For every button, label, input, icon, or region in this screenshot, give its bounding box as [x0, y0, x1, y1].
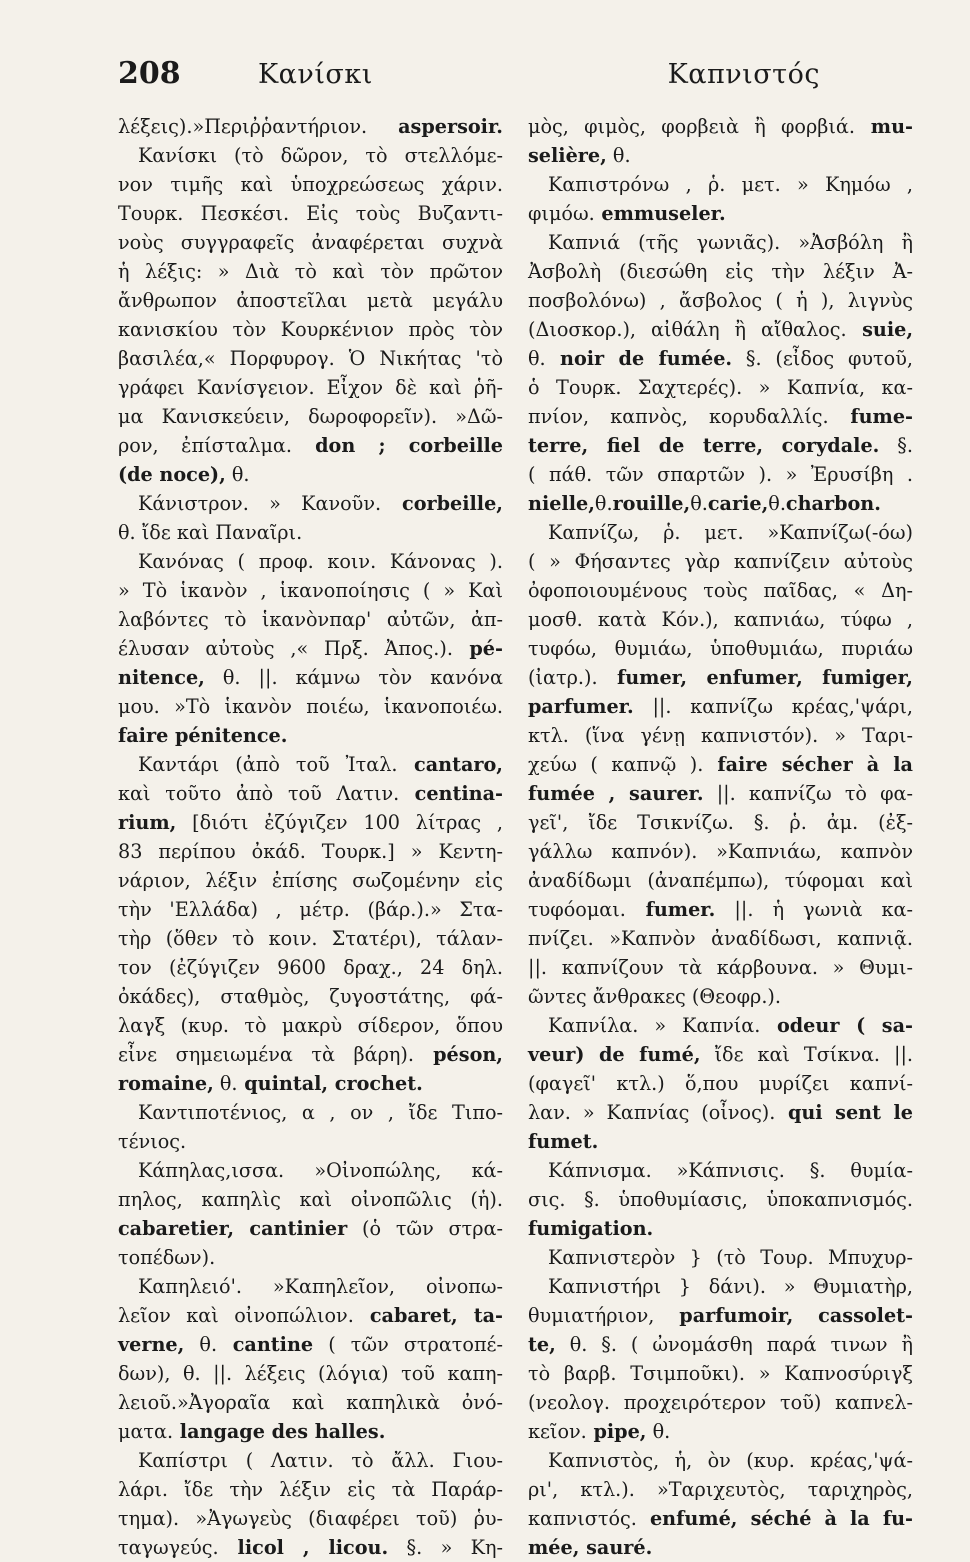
dictionary-line: [528, 895, 913, 924]
french-gloss: parfumoir, cassolet-: [654, 1304, 913, 1327]
greek-text: θ.: [528, 347, 546, 370]
dictionary-line: [528, 982, 913, 1011]
greek-text: ὀκάδες), σταθμὸς, ζυγοστάτης, φά-: [118, 985, 503, 1008]
dictionary-line: [528, 808, 913, 837]
greek-text: έλυσαν αὐτοὺς ,« Πρξ. Ἀπος.).: [118, 637, 453, 660]
dictionary-line: [528, 547, 913, 576]
dictionary-line: [118, 576, 503, 605]
french-gloss: emmuseler.: [594, 202, 726, 225]
greek-text: λαγξ (κυρ. τὸ μακρὺ σίδερον, ὅπου: [118, 1014, 503, 1037]
dictionary-line: [528, 1301, 913, 1330]
dictionary-line: [118, 547, 503, 576]
greek-text: ὁ Τουρκ. Σαχτερές). » Καπνία, κα-: [528, 376, 913, 399]
dictionary-line: [528, 141, 913, 170]
dictionary-line: [118, 1359, 503, 1388]
dictionary-line: [528, 779, 913, 808]
french-gloss: charbon.: [785, 492, 881, 515]
french-gloss: romaine,: [118, 1072, 214, 1095]
greek-text: κανισκίου τὸν Κουρκένιον πρὸς τὸν: [118, 318, 503, 341]
greek-text: Καντιποτένιος, α , ον , ἴδε Τιπο-: [138, 1101, 503, 1124]
french-gloss: veur) de fumé,: [528, 1043, 701, 1066]
dictionary-line: [118, 489, 503, 518]
dictionary-line: [118, 605, 503, 634]
greek-text: γάλλω καπνόν). »Καπνιάω, καπνὸν: [528, 840, 913, 863]
dictionary-line: [528, 837, 913, 866]
dictionary-line: [118, 1446, 503, 1475]
french-gloss: don ; corbeille: [291, 434, 503, 457]
greek-text: τυφόομαι.: [528, 898, 626, 921]
dictionary-line: [528, 1040, 913, 1069]
greek-text: Καπιστρόνω , ῥ. μετ. » Κημόω ,: [548, 173, 913, 196]
greek-text: μα Κανισκεύειν, δωροφορεῖν). »Δῶ-: [118, 405, 503, 428]
dictionary-line: [118, 1243, 503, 1272]
greek-text: Καπνιστερὸν } (τὸ Τουρ. Μπυχυρ-: [548, 1246, 913, 1269]
dictionary-line: [528, 1533, 913, 1562]
greek-text: ἴδε καὶ Τσίκνα. ||.: [700, 1043, 914, 1066]
right-column: [528, 112, 914, 1559]
greek-text: [διότι ἐζύγιζεν 100 λίτρας ,: [176, 811, 503, 834]
french-gloss: odeur ( sa-: [760, 1014, 913, 1037]
french-gloss: rouille,: [612, 492, 691, 515]
dictionary-line: [528, 257, 913, 286]
greek-text: Καπηλειό'. »Καπηλεῖον, οἰνοπω-: [138, 1275, 503, 1298]
dictionary-line: [528, 1185, 913, 1214]
dictionary-line: [118, 663, 503, 692]
dictionary-line: [118, 924, 503, 953]
greek-text: νοὺς συγγραφεῖς ἀναφέρεται συχνὰ: [118, 231, 503, 254]
french-gloss: pé-: [452, 637, 503, 660]
french-gloss: faire sécher à la: [703, 753, 913, 776]
dictionary-line: [528, 1330, 913, 1359]
dictionary-line: [528, 750, 913, 779]
greek-text: λειοῦ.»Ἀγοραῖα καὶ καπηλικὰ ὀνό-: [118, 1391, 503, 1414]
dictionary-line: [118, 1388, 503, 1417]
greek-text: ἀναδίδωμι (ἀναπέμπω), τύφομαι καὶ: [528, 869, 913, 892]
greek-text: ἡ λέξις: » Διὰ τὸ καὶ τὸν πρῶτον: [118, 260, 503, 283]
greek-text: θ.: [594, 492, 613, 515]
greek-text: δων), θ. ||. λέξεις (λόγια) τοῦ καπη-: [118, 1362, 503, 1385]
dictionary-line: [528, 663, 913, 692]
greek-text: τημα). »Ἀγωγεὺς (διαφέρει τοῦ) ῥυ-: [118, 1507, 503, 1530]
greek-text: ρον, ἐπίσταλμα.: [118, 434, 292, 457]
dictionary-line: [118, 1040, 503, 1069]
greek-text: (ἰατρ.).: [528, 666, 598, 689]
greek-text: (ὁ τῶν στρα-: [347, 1217, 503, 1240]
dictionary-line: [118, 779, 503, 808]
dictionary-line: [528, 1214, 913, 1243]
greek-text: μου. »Τὸ ἱκανὸν ποιέω, ἱκανοποιέω.: [118, 695, 503, 718]
greek-text: Καπνιά (τῆς γωνιᾶς). »Ἀσβόλη ἢ: [548, 231, 913, 254]
dictionary-line: [528, 924, 913, 953]
greek-text: ( πάθ. τῶν σπαρτῶν ). » Ἐρυσίβη .: [528, 463, 913, 486]
dictionary-line: [118, 1330, 503, 1359]
greek-text: κεῖον.: [528, 1420, 587, 1443]
dictionary-line: [118, 373, 503, 402]
dictionary-line: [118, 721, 503, 750]
dictionary-line: [528, 315, 913, 344]
greek-text: λαβόντες τὸ ἱκανὸνπαρ' αὐτῶν, ἀπ-: [118, 608, 503, 631]
dictionary-line: [118, 518, 503, 547]
french-gloss: (de noce),: [118, 463, 226, 486]
greek-text: λέξεις).»Περιῤῥαντήριον.: [118, 115, 368, 138]
dictionary-line: [528, 605, 913, 634]
greek-text: ποσβολόνω) , ἄσβολος ( ἡ ), λιγνὺς: [528, 289, 913, 312]
french-gloss: verne,: [118, 1333, 185, 1356]
dictionary-line: [528, 199, 913, 228]
left-column: [118, 112, 503, 1559]
greek-text: Καντάρι (ἀπὸ τοῦ Ἰταλ.: [138, 753, 398, 776]
greek-text: καπνιστός.: [528, 1507, 637, 1530]
dictionary-line: [118, 750, 503, 779]
greek-text: θ.: [606, 144, 631, 167]
dictionary-line: [118, 1011, 503, 1040]
greek-text: §. (εἶδος φυτοῦ,: [732, 347, 913, 370]
dictionary-line: [118, 141, 503, 170]
dictionary-line: [528, 721, 913, 750]
dictionary-line: [118, 692, 503, 721]
dictionary-line: [528, 518, 913, 547]
dictionary-line: [528, 112, 913, 141]
greek-text: τον (ἐζύγιζεν 9600 δραχ., 24 δηλ.: [118, 956, 503, 979]
greek-text: γράφει Κανίσγειον. Εἶχον δὲ καὶ ῥῆ-: [118, 376, 503, 399]
greek-text: (Διοσκορ.), αἰθάλη ἢ αἴθαλος.: [528, 318, 847, 341]
dictionary-line: [118, 866, 503, 895]
french-gloss: noir de fumée.: [545, 347, 733, 370]
french-gloss: mu-: [854, 115, 913, 138]
greek-text: ταγωγεύς.: [118, 1536, 219, 1559]
dictionary-line: [118, 199, 503, 228]
greek-text: Κανόνας ( προφ. κοιν. Κάνονας ).: [138, 550, 503, 573]
french-gloss: péson,: [413, 1043, 503, 1066]
dictionary-line: [118, 344, 503, 373]
dictionary-line: [118, 460, 503, 489]
french-gloss: fumet.: [528, 1130, 599, 1153]
greek-text: νον τιμῆς καὶ ὑποχρεώσεως χάριν.: [118, 173, 503, 196]
french-gloss: pipe,: [586, 1420, 647, 1443]
greek-text: ὀφοποιουμένους τοὺς παῖδας, « Δη-: [528, 579, 913, 602]
left-running-head: Κανίσκι: [258, 59, 373, 90]
french-gloss: fumer.: [625, 898, 716, 921]
greek-text: μὸς, φιμὸς, φορβειὰ ἢ φορβιά.: [528, 115, 855, 138]
dictionary-line: [118, 402, 503, 431]
dictionary-line: [528, 402, 913, 431]
greek-text: πνίον, καπνὸς, κορυδαλλίς.: [528, 405, 829, 428]
dictionary-line: [528, 1127, 913, 1156]
dictionary-line: [528, 1069, 913, 1098]
greek-text: Καπνίλα. » Καπνία.: [548, 1014, 761, 1037]
french-gloss: fumer, enfumer, fumiger,: [597, 666, 913, 689]
french-gloss: mée, sauré.: [528, 1536, 653, 1559]
dictionary-line: [528, 576, 913, 605]
french-gloss: parfumer.: [528, 695, 634, 718]
greek-text: εἶνε σημειωμένα τὰ βάρη).: [118, 1043, 414, 1066]
french-gloss: qui sent le: [775, 1101, 913, 1124]
french-gloss: quintal, crochet.: [237, 1072, 423, 1095]
greek-text: τὴν 'Ελλάδα) , μέτρ. (βάρ.).» Στα-: [118, 898, 503, 921]
greek-text: ||. ἡ γωνιὰ κα-: [715, 898, 913, 921]
french-gloss: fumigation.: [528, 1217, 654, 1240]
greek-text: Καπνιστήρι } δάνι). » Θυμιατὴρ,: [548, 1275, 913, 1298]
french-gloss: terre, fiel de terre, corydale.: [528, 434, 880, 457]
french-gloss: fumée , saurer.: [528, 782, 704, 805]
french-gloss: te,: [528, 1333, 556, 1356]
greek-text: ||. καπνίζω τὸ φα-: [703, 782, 913, 805]
greek-text: τένιος.: [118, 1130, 187, 1153]
greek-text: θ.: [646, 1420, 671, 1443]
dictionary-line: [118, 1069, 503, 1098]
greek-text: κτλ. (ἵνα γένῃ καπνιστόν). » Ταρι-: [528, 724, 913, 747]
dictionary-line: [118, 1127, 503, 1156]
greek-text: πηλος, καπηλὶς καὶ οἰνοπῶλις (ἡ).: [118, 1188, 503, 1211]
dictionary-line: [528, 953, 913, 982]
dictionary-line: [118, 1417, 503, 1446]
french-gloss: carie,: [707, 492, 769, 515]
dictionary-line: [118, 1156, 503, 1185]
greek-text: ρι', κτλ.). »Ταριχευτὸς, ταριχηρὸς,: [528, 1478, 913, 1501]
greek-text: ματα.: [118, 1420, 174, 1443]
dictionary-line: [118, 1214, 503, 1243]
dictionary-line: [118, 315, 503, 344]
greek-text: Τουρκ. Πεσκέσι. Εἰς τοὺς Βυζαντι-: [118, 202, 503, 225]
greek-text: βασιλέα,« Πορφυρογ. Ὁ Νικήτας 'τὸ: [118, 347, 503, 370]
greek-text: λάρι. ἴδε τὴν λέξιν εἰς τὰ Παράρ-: [118, 1478, 503, 1501]
greek-text: χεύω ( καπνῷ ).: [528, 753, 704, 776]
dictionary-line: [528, 1504, 913, 1533]
greek-text: πνίζει. »Καπνὸν ἀναδίδωσι, καπνιᾷ.: [528, 927, 913, 950]
dictionary-line: [528, 1388, 913, 1417]
greek-text: τοπέδων).: [118, 1246, 216, 1269]
dictionary-line: [118, 953, 503, 982]
greek-text: ( τῶν στρατοπέ-: [313, 1333, 503, 1356]
dictionary-line: [118, 257, 503, 286]
french-gloss: cabaret, ta-: [353, 1304, 503, 1327]
dictionary-line: [118, 1185, 503, 1214]
greek-text: Κάνιστρον. » Κανοῦν.: [138, 492, 382, 515]
french-gloss: enfumé, séché à la fu-: [636, 1507, 913, 1530]
dictionary-line: [118, 1272, 503, 1301]
greek-text: λαν. » Καπνίας (οἶνος).: [528, 1101, 776, 1124]
dictionary-line: [528, 460, 913, 489]
greek-text: λεῖον καὶ οἰνοπώλιον.: [118, 1304, 354, 1327]
greek-text: 83 περίπου ὀκάδ. Τουρκ.] » Κεντη-: [118, 840, 503, 863]
dictionary-line: [118, 1301, 503, 1330]
greek-text: γεῖ', ἴδε Τσικνίζω. §. ῥ. ἀμ. (ἐξ-: [528, 811, 913, 834]
french-gloss: nielle,: [528, 492, 595, 515]
dictionary-line: [528, 373, 913, 402]
greek-text: Καπίστρι ( Λατιν. τὸ ἄλλ. Γιου-: [138, 1449, 503, 1472]
greek-text: §. » Κη-: [388, 1536, 503, 1559]
french-gloss: selière,: [528, 144, 607, 167]
greek-text: ἄνθρωπον ἀποστεῖλαι μετὰ μεγάλυ: [118, 289, 503, 312]
greek-text: Κάπηλας,ισσα. »Οἰνοπώλης, κά-: [138, 1159, 503, 1182]
greek-text: φιμόω.: [528, 202, 595, 225]
french-gloss: cantine: [217, 1333, 314, 1356]
dictionary-line: [118, 1504, 503, 1533]
dictionary-line: [528, 866, 913, 895]
french-gloss: faire pénitence.: [118, 724, 288, 747]
dictionary-line: [528, 1359, 913, 1388]
dictionary-line: [118, 286, 503, 315]
right-running-head: Καπνιστός: [667, 59, 820, 90]
dictionary-line: [528, 228, 913, 257]
dictionary-line: [528, 431, 913, 460]
greek-text: θυμιατήριον,: [528, 1304, 655, 1327]
dictionary-line: [118, 431, 503, 460]
page-header: [118, 56, 820, 102]
greek-text: θ.: [225, 463, 250, 486]
french-gloss: fume-: [828, 405, 914, 428]
greek-text: Κάπνισμα. »Κάπνισις. §. θυμία-: [548, 1159, 913, 1182]
dictionary-line: [118, 634, 503, 663]
dictionary-line: [528, 344, 913, 373]
dictionary-line: [528, 489, 913, 518]
french-gloss: cantaro,: [397, 753, 503, 776]
greek-text: Ἀσβολὴ (διεσώθη εἰς τὴν λέξιν Ἀ-: [528, 260, 913, 283]
french-gloss: nitence,: [118, 666, 205, 689]
dictionary-line: [118, 895, 503, 924]
dictionary-line: [528, 1272, 913, 1301]
greek-text: §.: [879, 434, 913, 457]
page-number: 208: [118, 56, 181, 91]
greek-text: (νεολογ. προχειρότερον τοῦ) καπνελ-: [528, 1391, 913, 1414]
dictionary-line: [528, 1446, 913, 1475]
greek-text: Κανίσκι (τὸ δῶρον, τὸ στελλόμε-: [138, 144, 503, 167]
greek-text: τὸ βαρβ. Τσιμποῦκι). » Καπνοσύριγξ: [528, 1362, 913, 1385]
greek-text: θ. ἴδε καὶ Παναῖρι.: [118, 521, 303, 544]
greek-text: τὴρ (ὅθεν τὸ κοιν. Στατέρι), τάλαν-: [118, 927, 503, 950]
french-gloss: langage des halles.: [173, 1420, 386, 1443]
greek-text: Καπνίζω, ῥ. μετ. »Καπνίζω(-όω): [548, 521, 913, 544]
greek-text: ῶντες ἄνθρακες (Θεοφρ.).: [528, 985, 782, 1008]
dictionary-line: [118, 1475, 503, 1504]
dictionary-line: [118, 1533, 503, 1562]
greek-text: θ.: [213, 1072, 238, 1095]
dictionary-line: [528, 634, 913, 663]
greek-text: νάριον, λέξιν ἐπίσης σωζομένην εἰς: [118, 869, 503, 892]
greek-text: ( » Φήσαντες γὰρ καπνίζειν αὐτοὺς: [528, 550, 913, 573]
dictionary-line: [118, 808, 503, 837]
greek-text: σις. §. ὑποθυμίασις, ὑποκαπνισμός.: [528, 1188, 913, 1211]
dictionary-line: [528, 170, 913, 199]
dictionary-line: [528, 286, 913, 315]
dictionary-line: [528, 1475, 913, 1504]
dictionary-line: [528, 1156, 913, 1185]
greek-text: (φαγεῖ' κτλ.) ὅ,που μυρίζει καπνί-: [528, 1072, 913, 1095]
dictionary-line: [528, 1243, 913, 1272]
french-gloss: centina-: [399, 782, 503, 805]
french-gloss: suie,: [846, 318, 913, 341]
greek-text: θ.: [768, 492, 786, 515]
greek-text: Καπνιστὸς, ἡ, ὸν (κυρ. κρέας,'ψά-: [548, 1449, 913, 1472]
dictionary-line: [528, 1098, 913, 1127]
greek-text: καὶ τοῦτο ἀπὸ τοῦ Λατιν.: [118, 782, 400, 805]
french-gloss: licol , licou.: [218, 1536, 389, 1559]
dictionary-line: [528, 1417, 913, 1446]
french-gloss: rium,: [118, 811, 177, 834]
dictionary-line: [118, 170, 503, 199]
dictionary-line: [528, 692, 913, 721]
dictionary-line: [118, 1098, 503, 1127]
dictionary-line: [528, 1011, 913, 1040]
dictionary-line: [118, 982, 503, 1011]
french-gloss: cabaretier, cantinier: [118, 1217, 348, 1240]
greek-text: θ. ||. κάμνω τὸν κανόνα: [204, 666, 503, 689]
greek-text: τυφόω, θυμιάω, ὑποθυμιάω, πυριάω: [528, 637, 913, 660]
dictionary-line: [118, 228, 503, 257]
greek-text: θ.: [184, 1333, 218, 1356]
dictionary-line: [118, 837, 503, 866]
greek-text: ||. καπνίζουν τὰ κάρβουνα. » Θυμι-: [528, 956, 913, 979]
greek-text: » Τὸ ἱκανὸν , ἱκανοποίησις ( » Καὶ: [118, 579, 503, 602]
greek-text: ||. καπνίζω κρέας,'ψάρι,: [633, 695, 913, 718]
greek-text: θ. §. ( ὠνομάσθη παρά τινων ἢ: [555, 1333, 913, 1356]
french-gloss: aspersoir.: [367, 115, 503, 138]
dictionary-line: [118, 112, 503, 141]
french-gloss: corbeille,: [381, 492, 503, 515]
greek-text: μοσθ. κατὰ Κόν.), καπνιάω, τύφω ,: [528, 608, 913, 631]
greek-text: θ.: [690, 492, 708, 515]
